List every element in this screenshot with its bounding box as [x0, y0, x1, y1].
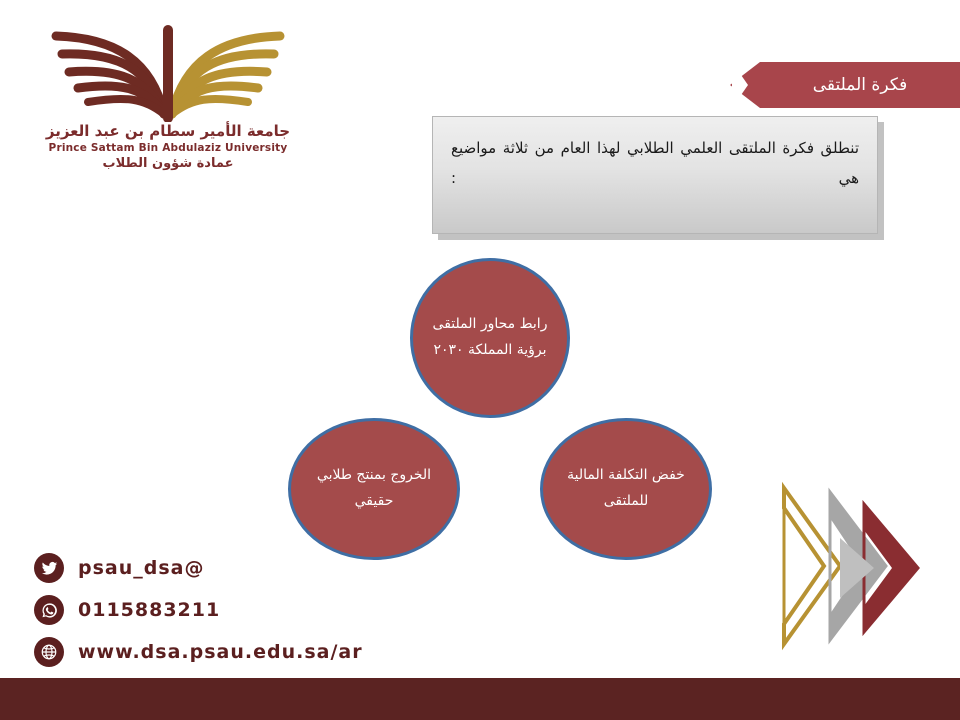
topic-circle-right [540, 418, 712, 560]
intro-text-box [432, 116, 878, 234]
contact-website-url: www.dsa.psau.edu.sa/ar [78, 641, 363, 663]
slide-title-label: فكرة الملتقى [812, 75, 908, 95]
contact-row-whatsapp[interactable] [34, 590, 454, 630]
logo-department-name: عمادة شؤون الطلاب [102, 156, 234, 172]
topic-circle-top-label: رابط محاور الملتقى برؤية المملكة ٢٠٣٠ [432, 316, 548, 358]
contact-list [34, 548, 454, 674]
logo-mark-icon [34, 22, 302, 122]
contact-row-twitter[interactable] [34, 548, 454, 588]
ribbon-notch-shape [730, 62, 760, 108]
contact-phone-number: 0115883211 [78, 599, 221, 621]
intro-paragraph: تنطلق فكرة الملتقى العلمي الطلابي لهذا العام من ثلاثة مواضيع هي : [451, 139, 859, 187]
topic-circle-right-label: خفض التكلفة المالية للملتقى [567, 467, 685, 509]
topic-circle-top [410, 258, 570, 418]
logo-english-name: Prince Sattam Bin Abdulaziz University [48, 141, 288, 154]
university-logo [28, 22, 308, 202]
logo-arabic-name: جامعة الأمير سطام بن عبد العزيز [45, 122, 291, 140]
twitter-icon [34, 553, 64, 583]
topic-circle-left [288, 418, 460, 560]
whatsapp-icon [34, 595, 64, 625]
contact-twitter-handle: psau_dsa@ [78, 557, 205, 579]
topic-circle-left-label: الخروج بمنتج طلابي حقيقي [316, 467, 432, 509]
logo-text-block [28, 122, 308, 174]
bottom-accent-bar [0, 678, 960, 720]
globe-icon [34, 637, 64, 667]
contact-row-website[interactable] [34, 632, 454, 672]
slide-title-ribbon [760, 62, 960, 108]
chevron-decoration [778, 476, 938, 656]
